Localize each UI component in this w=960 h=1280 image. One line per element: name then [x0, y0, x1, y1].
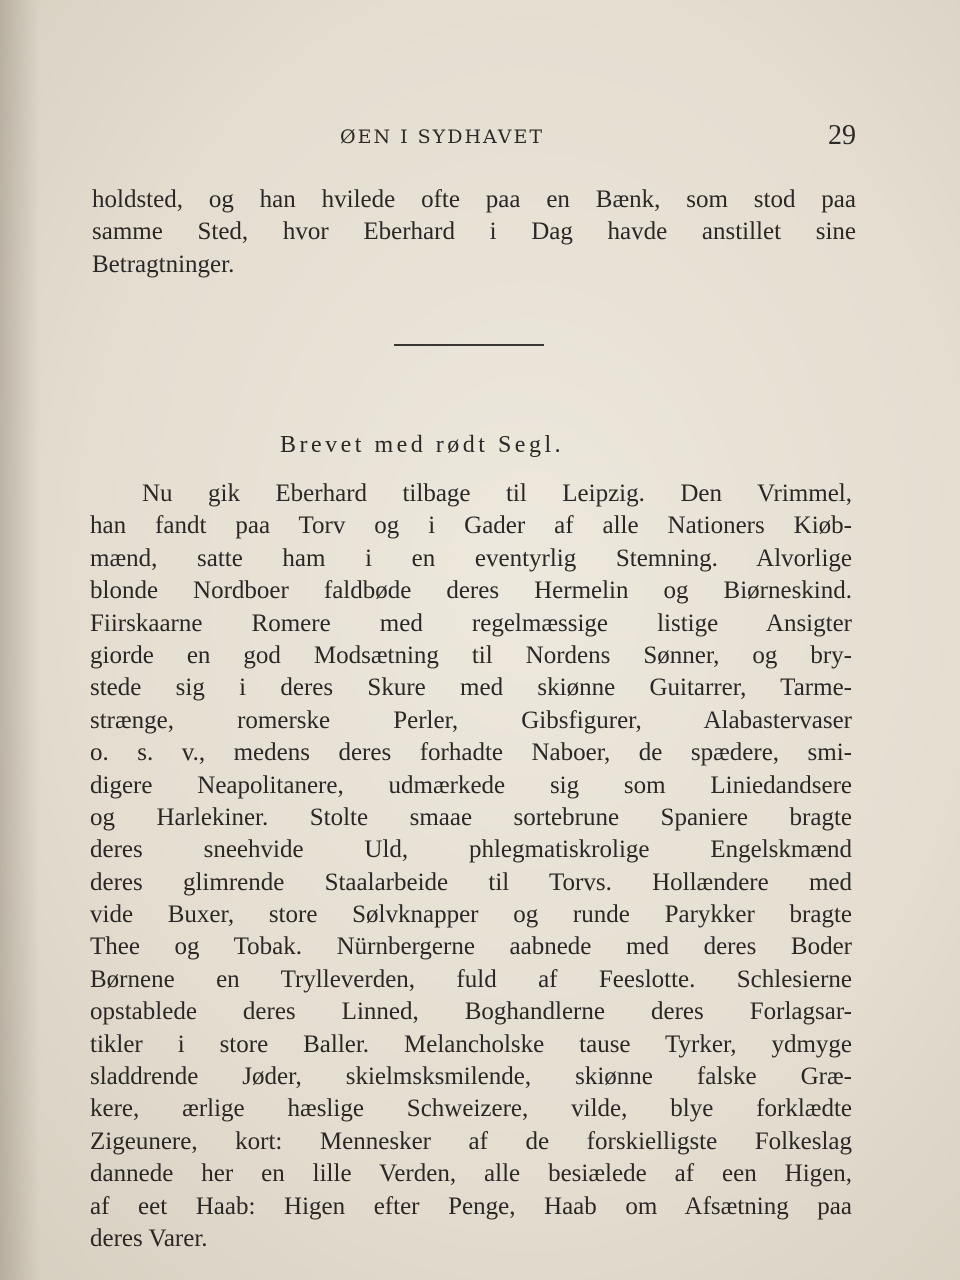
text-line: opstablede deres Linned, Boghandlerne deres Forlagsar- [90, 998, 852, 1026]
body-paragraph [90, 478, 852, 1255]
running-title: ØEN I SYDHAVET [340, 126, 545, 148]
text-line: digere Neapolitanere, udmærkede sig som Liniedandsere [90, 771, 852, 799]
section-heading: Brevet med rødt Segl. [280, 432, 565, 458]
text-line: mænd, satte ham i en eventyrlig Stemning. Alvorlige [90, 544, 852, 572]
text-line: og Harlekiner. Stolte smaae sortebrune Spaniere bragte [90, 803, 852, 831]
text-line: kere, ærlige hæslige Schweizere, vilde, blye forklædte [90, 1095, 852, 1123]
text-line: giorde en god Modsætning til Nordens Sønner, og bry- [90, 641, 852, 669]
section-divider [394, 344, 544, 346]
text-line: sladdrende Jøder, skielmsksmilende, skiønne falske Græ- [90, 1063, 852, 1091]
text-line: samme Sted, hvor Eberhard i Dag havde anstillet sine [92, 218, 856, 246]
text-line: dannede her en lille Verden, alle besiælede af een Higen, [90, 1160, 852, 1188]
text-line: Nu gik Eberhard tilbage til Leipzig. Den Vrimmel, [142, 480, 852, 507]
text-line: o. s. v., medens deres forhadte Naboer, de spædere, smi- [90, 739, 852, 767]
text-line: af eet Haab: Higen efter Penge, Haab om Afsætning paa [90, 1192, 852, 1220]
text-line: deres glimrende Staalarbeide til Torvs. Hollændere med [90, 868, 852, 896]
text-line: Betragtninger. [92, 250, 235, 278]
carry-over-paragraph [92, 184, 856, 281]
text-line: blonde Nordboer faldbøde deres Hermelin og Biørneskind. [90, 577, 852, 605]
text-line: stede sig i deres Skure med skiønne Guitarrer, Tarme- [90, 674, 852, 702]
text-line: deres Varer. [90, 1224, 208, 1252]
text-line: Børnene en Trylleverden, fuld af Feeslotte. Schlesierne [90, 965, 852, 993]
text-line: Thee og Tobak. Nürnbergerne aabnede med deres Boder [90, 933, 852, 961]
spine-shadow [0, 0, 40, 1280]
text-line: Fiirskaarne Romere med regelmæssige listige Ansigter [90, 609, 852, 637]
page-header [90, 118, 860, 158]
text-line: vide Buxer, store Sølvknapper og runde Parykker bragte [90, 901, 852, 929]
text-line: strænge, romerske Perler, Gibsfigurer, Alabastervaser [90, 706, 852, 734]
text-line: deres sneehvide Uld, phlegmatiskrolige Engelskmænd [90, 836, 852, 864]
page-number: 29 [828, 120, 856, 151]
text-line: Zigeunere, kort: Mennesker af de forskielligste Folkeslag [90, 1127, 852, 1155]
text-line: tikler i store Baller. Melancholske tause Tyrker, ydmyge [90, 1030, 852, 1058]
text-line: holdsted, og han hvilede ofte paa en Bænk, som stod paa [92, 186, 856, 213]
text-line: han fandt paa Torv og i Gader af alle Nationers Kiøb- [90, 512, 852, 540]
